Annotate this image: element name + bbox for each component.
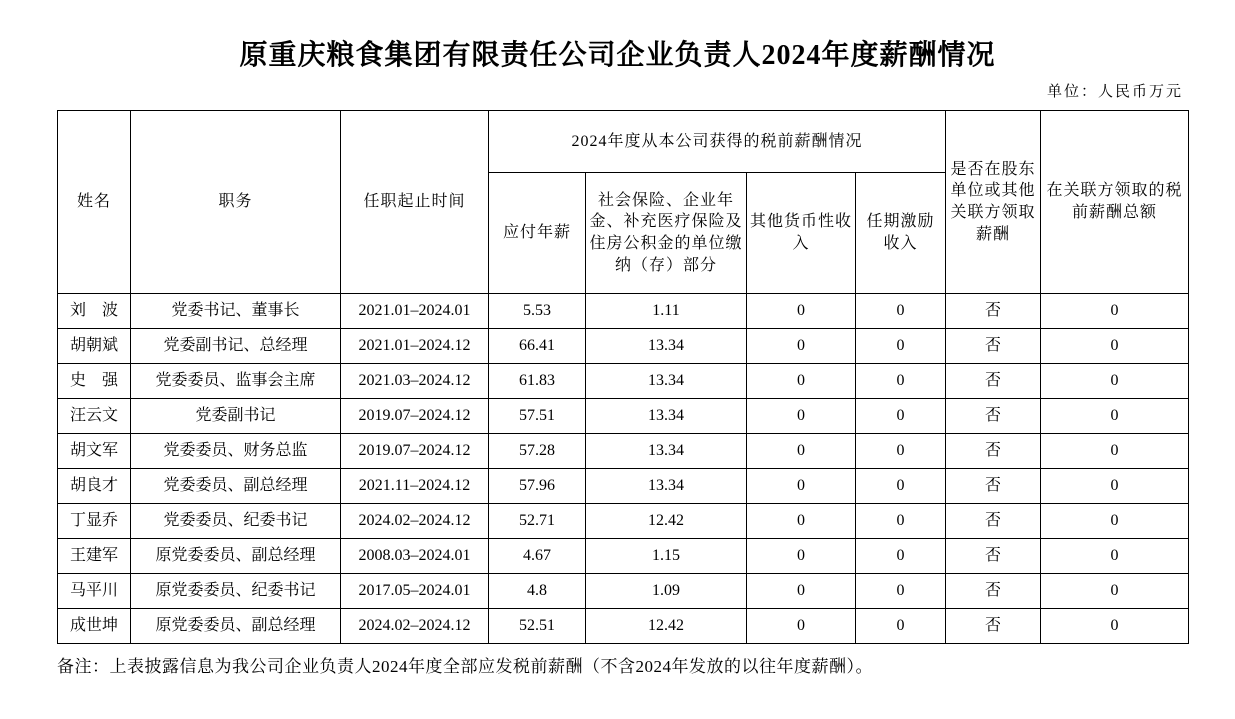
cell-name: 丁显乔 (58, 504, 131, 539)
cell-insurance: 13.34 (586, 469, 747, 504)
cell-other-income: 0 (747, 434, 856, 469)
header-annual-salary: 应付年薪 (489, 173, 586, 294)
cell-related-party-total: 0 (1041, 539, 1189, 574)
cell-tenure-incentive: 0 (856, 434, 946, 469)
cell-name: 胡文军 (58, 434, 131, 469)
header-insurance: 社会保险、企业年金、补充医疗保险及住房公积金的单位缴纳（存）部分 (586, 173, 747, 294)
cell-related-party-flag: 否 (946, 294, 1041, 329)
cell-related-party-flag: 否 (946, 504, 1041, 539)
cell-annual-salary: 4.67 (489, 539, 586, 574)
cell-other-income: 0 (747, 399, 856, 434)
cell-position: 党委副书记 (131, 399, 341, 434)
footnote: 备注：上表披露信息为我公司企业负责人2024年度全部应发税前薪酬（不含2024年发放的以往年度薪酬）。 (57, 657, 873, 676)
cell-name: 刘 波 (58, 294, 131, 329)
cell-related-party-total: 0 (1041, 364, 1189, 399)
cell-insurance: 1.11 (586, 294, 747, 329)
cell-term: 2024.02–2024.12 (341, 609, 489, 644)
cell-other-income: 0 (747, 539, 856, 574)
cell-insurance: 12.42 (586, 609, 747, 644)
cell-tenure-incentive: 0 (856, 399, 946, 434)
cell-annual-salary: 57.96 (489, 469, 586, 504)
salary-table-header (58, 111, 1189, 294)
cell-position: 原党委委员、纪委书记 (131, 574, 341, 609)
cell-position: 原党委委员、副总经理 (131, 609, 341, 644)
cell-tenure-incentive: 0 (856, 539, 946, 574)
cell-term: 2021.01–2024.01 (341, 294, 489, 329)
cell-term: 2019.07–2024.12 (341, 434, 489, 469)
cell-related-party-total: 0 (1041, 574, 1189, 609)
header-other-income: 其他货币性收入 (747, 173, 856, 294)
cell-related-party-flag: 否 (946, 539, 1041, 574)
cell-position: 党委委员、纪委书记 (131, 504, 341, 539)
cell-related-party-total: 0 (1041, 504, 1189, 539)
cell-tenure-incentive: 0 (856, 504, 946, 539)
cell-other-income: 0 (747, 574, 856, 609)
table-row (58, 574, 1189, 609)
header-name: 姓名 (58, 111, 131, 294)
cell-insurance: 13.34 (586, 329, 747, 364)
table-row (58, 539, 1189, 574)
cell-tenure-incentive: 0 (856, 574, 946, 609)
table-row (58, 609, 1189, 644)
header-term: 任职起止时间 (341, 111, 489, 294)
cell-annual-salary: 66.41 (489, 329, 586, 364)
cell-position: 党委副书记、总经理 (131, 329, 341, 364)
cell-term: 2021.03–2024.12 (341, 364, 489, 399)
cell-related-party-flag: 否 (946, 574, 1041, 609)
cell-name: 马平川 (58, 574, 131, 609)
table-row (58, 329, 1189, 364)
cell-other-income: 0 (747, 294, 856, 329)
cell-term: 2017.05–2024.01 (341, 574, 489, 609)
header-row-1 (58, 111, 1189, 173)
cell-term: 2021.11–2024.12 (341, 469, 489, 504)
cell-other-income: 0 (747, 504, 856, 539)
cell-tenure-incentive: 0 (856, 609, 946, 644)
cell-position: 原党委委员、副总经理 (131, 539, 341, 574)
cell-annual-salary: 52.51 (489, 609, 586, 644)
cell-related-party-total: 0 (1041, 434, 1189, 469)
cell-related-party-total: 0 (1041, 294, 1189, 329)
cell-annual-salary: 57.51 (489, 399, 586, 434)
cell-name: 成世坤 (58, 609, 131, 644)
cell-name: 胡朝斌 (58, 329, 131, 364)
cell-related-party-total: 0 (1041, 399, 1189, 434)
cell-name: 史 强 (58, 364, 131, 399)
cell-related-party-flag: 否 (946, 434, 1041, 469)
cell-other-income: 0 (747, 329, 856, 364)
salary-table-body (58, 294, 1189, 644)
cell-insurance: 13.34 (586, 364, 747, 399)
table-row (58, 399, 1189, 434)
header-salary-group: 2024年度从本公司获得的税前薪酬情况 (489, 111, 946, 173)
table-row (58, 504, 1189, 539)
cell-other-income: 0 (747, 609, 856, 644)
table-row (58, 294, 1189, 329)
header-position: 职务 (131, 111, 341, 294)
cell-annual-salary: 5.53 (489, 294, 586, 329)
cell-insurance: 13.34 (586, 399, 747, 434)
cell-tenure-incentive: 0 (856, 294, 946, 329)
cell-related-party-flag: 否 (946, 609, 1041, 644)
cell-name: 王建军 (58, 539, 131, 574)
cell-related-party-flag: 否 (946, 399, 1041, 434)
cell-position: 党委委员、副总经理 (131, 469, 341, 504)
cell-annual-salary: 57.28 (489, 434, 586, 469)
cell-tenure-incentive: 0 (856, 364, 946, 399)
unit-note: 单位：人民币万元 (1046, 84, 1183, 100)
cell-insurance: 1.15 (586, 539, 747, 574)
header-tenure-incentive: 任期激励收入 (856, 173, 946, 294)
table-row (58, 364, 1189, 399)
cell-related-party-flag: 否 (946, 329, 1041, 364)
cell-other-income: 0 (747, 469, 856, 504)
header-related-party-total: 在关联方领取的税前薪酬总额 (1041, 111, 1189, 294)
cell-name: 胡良才 (58, 469, 131, 504)
cell-annual-salary: 61.83 (489, 364, 586, 399)
cell-related-party-total: 0 (1041, 329, 1189, 364)
cell-insurance: 1.09 (586, 574, 747, 609)
cell-term: 2021.01–2024.12 (341, 329, 489, 364)
cell-tenure-incentive: 0 (856, 329, 946, 364)
cell-other-income: 0 (747, 364, 856, 399)
cell-term: 2008.03–2024.01 (341, 539, 489, 574)
cell-tenure-incentive: 0 (856, 469, 946, 504)
cell-insurance: 13.34 (586, 434, 747, 469)
salary-table (57, 110, 1189, 644)
cell-related-party-total: 0 (1041, 609, 1189, 644)
cell-position: 党委委员、财务总监 (131, 434, 341, 469)
cell-annual-salary: 4.8 (489, 574, 586, 609)
cell-related-party-total: 0 (1041, 469, 1189, 504)
cell-annual-salary: 52.71 (489, 504, 586, 539)
cell-position: 党委委员、监事会主席 (131, 364, 341, 399)
cell-term: 2024.02–2024.12 (341, 504, 489, 539)
cell-position: 党委书记、董事长 (131, 294, 341, 329)
cell-related-party-flag: 否 (946, 364, 1041, 399)
cell-related-party-flag: 否 (946, 469, 1041, 504)
cell-insurance: 12.42 (586, 504, 747, 539)
page-title: 原重庆粮食集团有限责任公司企业负责人2024年度薪酬情况 (239, 40, 996, 71)
cell-term: 2019.07–2024.12 (341, 399, 489, 434)
cell-name: 汪云文 (58, 399, 131, 434)
table-row (58, 434, 1189, 469)
table-row (58, 469, 1189, 504)
header-related-party-flag: 是否在股东单位或其他关联方领取薪酬 (946, 111, 1041, 294)
